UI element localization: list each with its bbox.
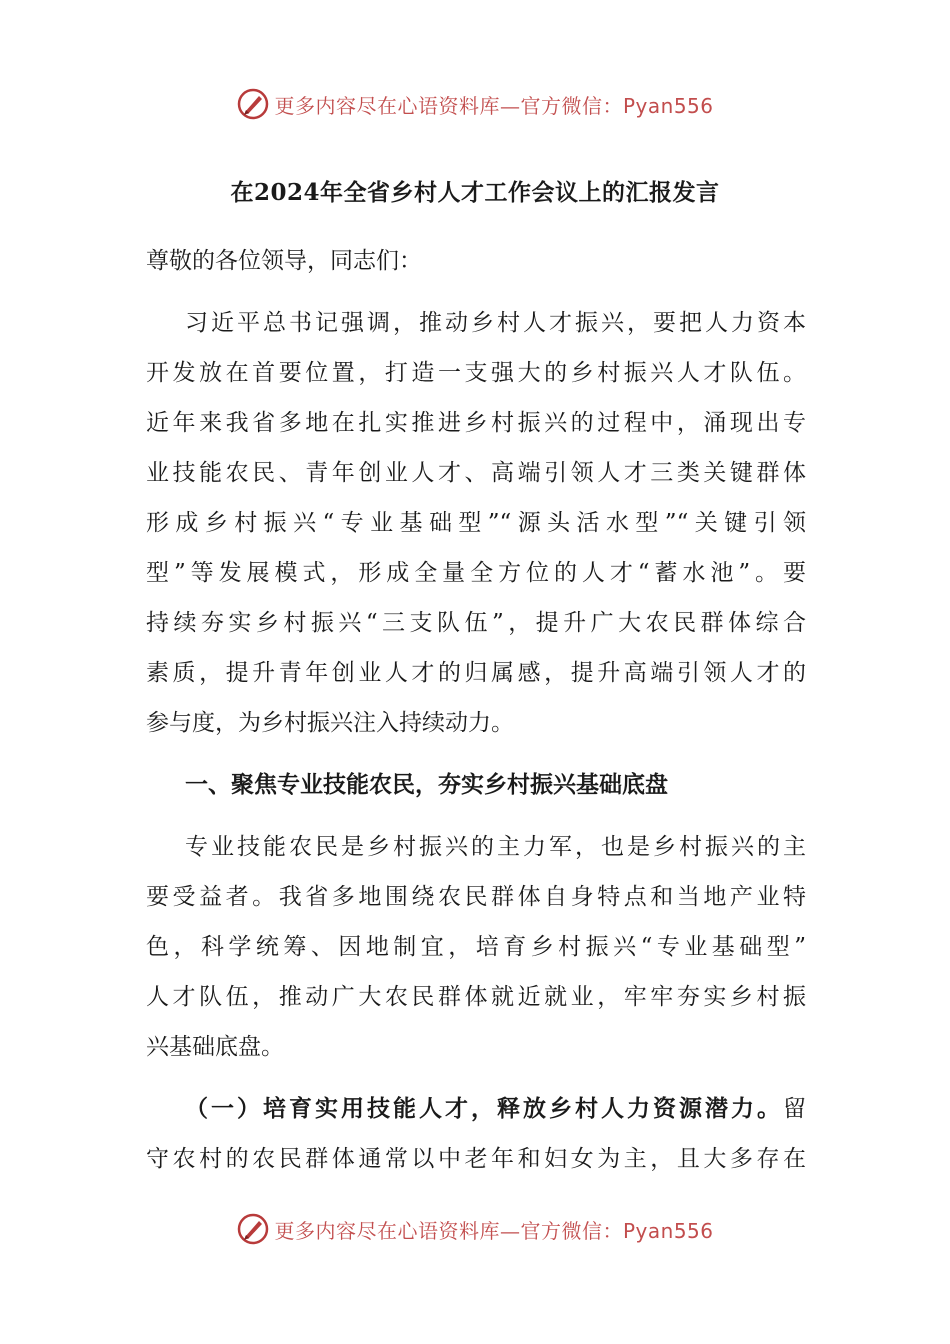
paragraph-line: 参与度，为乡村振兴注入持续动力。 [146,710,514,736]
header-watermark-banner [0,84,950,124]
subsection-text-start: 留 [783,1096,806,1122]
subheading-line [185,1090,806,1123]
banner-text: 更多内容尽在心语资料库—官方微信：Pyan556 [274,93,714,118]
paragraph-line: 兴基础底盘。 [146,1034,284,1060]
subsection-heading: （一）培育实用技能人才，释放乡村人力资源潜力。 [185,1095,783,1122]
logo-icon [236,87,270,121]
paragraph-line: 开发放在首要位置，打造一支强大的乡村振兴人才队伍。 [146,360,806,386]
paragraph-line: 人才队伍，推动广大农民群体就近就业，牢牢夯实乡村振 [146,984,806,1010]
paragraph-line: 色，科学统筹、因地制宜，培育乡村振兴“专业基础型” [146,934,806,960]
banner-text: 更多内容尽在心语资料库—官方微信：Pyan556 [274,1218,714,1243]
paragraph-line: 习近平总书记强调，推动乡村人才振兴，要把人力资本 [185,310,806,336]
banner-id: Pyan556 [622,1218,714,1243]
paragraph-line: 守农村的农民群体通常以中老年和妇女为主，且大多存在 [146,1146,806,1172]
footer-watermark-banner [0,1209,950,1249]
paragraph-line: 素质，提升青年创业人才的归属感，提升高端引领人才的 [146,660,806,686]
paragraph-line: 要受益者。我省多地围绕农民群体自身特点和当地产业特 [146,884,806,910]
paragraph-line: 持续夯实乡村振兴“三支队伍”，提升广大农民群体综合 [146,610,806,636]
paragraph-line: 型”等发展模式，形成全量全方位的人才“蓄水池”。要 [146,560,806,586]
paragraph-line: 业技能农民、青年创业人才、高端引领人才三类关键群体 [146,460,806,486]
paragraph-line: 近年来我省多地在扎实推进乡村振兴的过程中，涌现出专 [146,410,806,436]
salutation: 尊敬的各位领导，同志们： [146,248,422,274]
paragraph-line: 形成乡村振兴“专业基础型”“源头活水型”“关键引领 [146,510,806,536]
banner-id: Pyan556 [622,93,714,118]
paragraph-line: 专业技能农民是乡村振兴的主力军，也是乡村振兴的主 [185,834,806,860]
section-heading: 一、聚焦专业技能农民，夯实乡村振兴基础底盘 [185,771,668,798]
logo-icon [236,1212,270,1246]
document-title: 在2024年全省乡村人才工作会议上的汇报发言 [230,179,720,206]
